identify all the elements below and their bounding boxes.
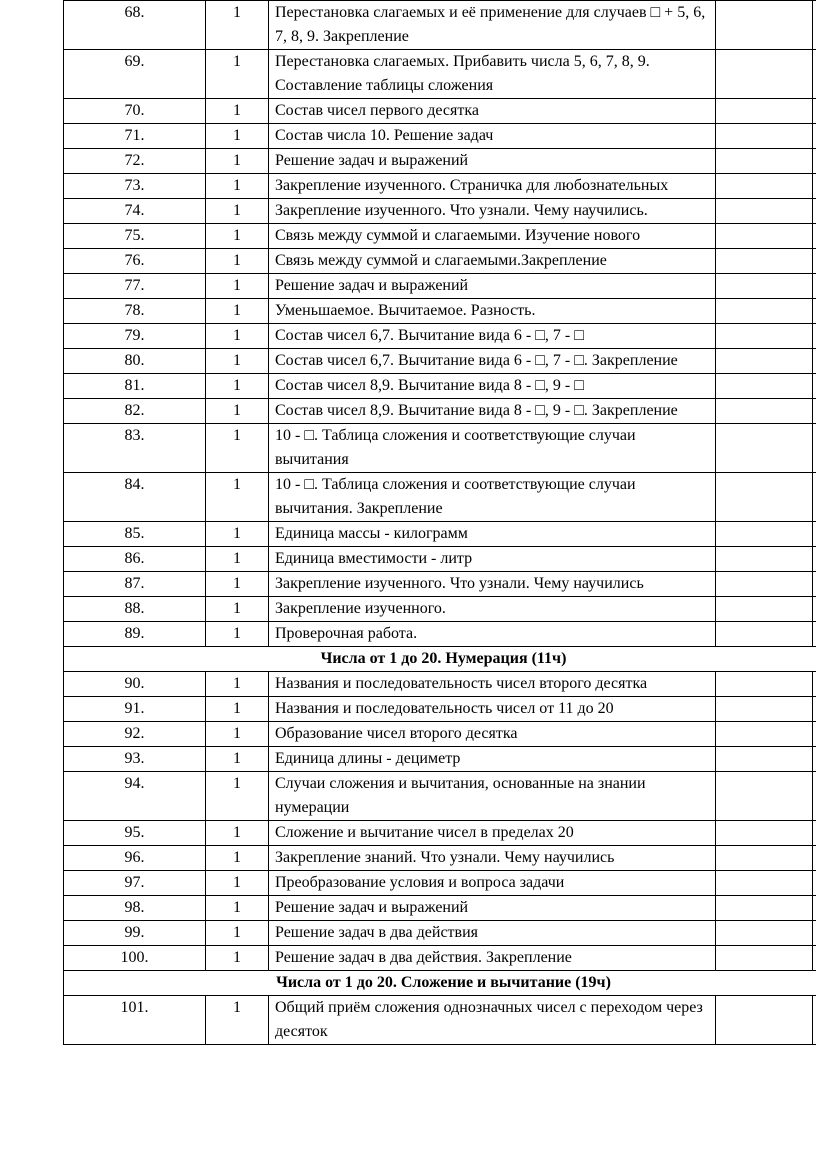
lesson-number: 74. <box>64 199 206 224</box>
lesson-hours: 1 <box>206 946 269 971</box>
lesson-extra-cell <box>813 996 816 1045</box>
lesson-date-cell <box>716 324 813 349</box>
lesson-hours: 1 <box>206 274 269 299</box>
lesson-date-cell <box>716 399 813 424</box>
lesson-topic: Связь между суммой и слагаемыми. Изучение нового <box>269 224 716 249</box>
lesson-number: 82. <box>64 399 206 424</box>
lesson-extra-cell <box>813 547 816 572</box>
lesson-date-cell <box>716 946 813 971</box>
lesson-hours: 1 <box>206 399 269 424</box>
lesson-hours: 1 <box>206 747 269 772</box>
lesson-row <box>64 522 816 547</box>
lesson-topic: Закрепление знаний. Что узнали. Чему научились <box>269 846 716 871</box>
lesson-hours: 1 <box>206 174 269 199</box>
lesson-date-cell <box>716 522 813 547</box>
lesson-extra-cell <box>813 324 816 349</box>
lesson-extra-cell <box>813 921 816 946</box>
lesson-topic: Названия и последовательность чисел второго десятка <box>269 672 716 697</box>
lesson-row <box>64 672 816 697</box>
lesson-extra-cell <box>813 1 816 50</box>
lesson-hours: 1 <box>206 99 269 124</box>
lesson-row <box>64 821 816 846</box>
lesson-date-cell <box>716 772 813 821</box>
lesson-number: 70. <box>64 99 206 124</box>
lesson-row <box>64 349 816 374</box>
lesson-topic: Состав чисел 6,7. Вычитание вида 6 - □, 7 - □ <box>269 324 716 349</box>
lesson-hours: 1 <box>206 299 269 324</box>
lesson-topic: Закрепление изученного. Что узнали. Чему научились <box>269 572 716 597</box>
lesson-row <box>64 921 816 946</box>
lesson-hours: 1 <box>206 622 269 647</box>
lesson-row <box>64 547 816 572</box>
lesson-topic: Состав числа 10. Решение задач <box>269 124 716 149</box>
lesson-number: 91. <box>64 697 206 722</box>
lesson-number: 99. <box>64 921 206 946</box>
lesson-date-cell <box>716 50 813 99</box>
lesson-row <box>64 149 816 174</box>
lesson-row <box>64 324 816 349</box>
lesson-date-cell <box>716 249 813 274</box>
lesson-row <box>64 846 816 871</box>
lesson-row <box>64 772 816 821</box>
lesson-topic: Связь между суммой и слагаемыми.Закрепление <box>269 249 716 274</box>
lesson-plan-body <box>64 1 816 1045</box>
lesson-row <box>64 946 816 971</box>
lesson-extra-cell <box>813 871 816 896</box>
lesson-number: 101. <box>64 996 206 1045</box>
section-title: Числа от 1 до 20. Сложение и вычитание (19ч) <box>64 971 816 996</box>
lesson-number: 86. <box>64 547 206 572</box>
lesson-row <box>64 1 816 50</box>
lesson-row <box>64 274 816 299</box>
lesson-number: 79. <box>64 324 206 349</box>
lesson-topic: Закрепление изученного. Что узнали. Чему научились. <box>269 199 716 224</box>
lesson-topic: 10 - □. Таблица сложения и соответствующие случаи вычитания <box>269 424 716 473</box>
lesson-date-cell <box>716 224 813 249</box>
lesson-extra-cell <box>813 697 816 722</box>
lesson-topic: Преобразование условия и вопроса задачи <box>269 871 716 896</box>
lesson-topic: Случаи сложения и вычитания, основанные на знании нумерации <box>269 772 716 821</box>
lesson-date-cell <box>716 174 813 199</box>
lesson-hours: 1 <box>206 1 269 50</box>
lesson-date-cell <box>716 199 813 224</box>
lesson-date-cell <box>716 572 813 597</box>
lesson-row <box>64 374 816 399</box>
lesson-hours: 1 <box>206 473 269 522</box>
lesson-hours: 1 <box>206 547 269 572</box>
lesson-extra-cell <box>813 249 816 274</box>
lesson-date-cell <box>716 349 813 374</box>
lesson-extra-cell <box>813 399 816 424</box>
lesson-date-cell <box>716 99 813 124</box>
lesson-date-cell <box>716 299 813 324</box>
lesson-extra-cell <box>813 174 816 199</box>
lesson-topic: Закрепление изученного. Страничка для любознательных <box>269 174 716 199</box>
lesson-number: 83. <box>64 424 206 473</box>
lesson-hours: 1 <box>206 50 269 99</box>
lesson-row <box>64 299 816 324</box>
lesson-extra-cell <box>813 50 816 99</box>
lesson-extra-cell <box>813 473 816 522</box>
lesson-row <box>64 473 816 522</box>
lesson-row <box>64 50 816 99</box>
lesson-hours: 1 <box>206 149 269 174</box>
lesson-topic: Решение задач и выражений <box>269 274 716 299</box>
lesson-hours: 1 <box>206 199 269 224</box>
lesson-extra-cell <box>813 424 816 473</box>
lesson-topic: Решение задач в два действия. Закрепление <box>269 946 716 971</box>
lesson-hours: 1 <box>206 722 269 747</box>
lesson-hours: 1 <box>206 821 269 846</box>
lesson-date-cell <box>716 821 813 846</box>
lesson-date-cell <box>716 722 813 747</box>
lesson-row <box>64 747 816 772</box>
lesson-row <box>64 572 816 597</box>
lesson-hours: 1 <box>206 374 269 399</box>
lesson-topic: Перестановка слагаемых и её применение для случаев □ + 5, 6, 7, 8, 9. Закрепление <box>269 1 716 50</box>
lesson-hours: 1 <box>206 672 269 697</box>
lesson-date-cell <box>716 672 813 697</box>
lesson-row <box>64 99 816 124</box>
lesson-number: 89. <box>64 622 206 647</box>
lesson-hours: 1 <box>206 921 269 946</box>
lesson-date-cell <box>716 921 813 946</box>
lesson-extra-cell <box>813 672 816 697</box>
lesson-row <box>64 424 816 473</box>
lesson-number: 96. <box>64 846 206 871</box>
lesson-topic: Единица длины - дециметр <box>269 747 716 772</box>
lesson-hours: 1 <box>206 424 269 473</box>
lesson-date-cell <box>716 697 813 722</box>
lesson-number: 92. <box>64 722 206 747</box>
lesson-plan-table <box>63 0 816 1045</box>
lesson-extra-cell <box>813 896 816 921</box>
lesson-hours: 1 <box>206 896 269 921</box>
lesson-topic: Состав чисел первого десятка <box>269 99 716 124</box>
lesson-number: 95. <box>64 821 206 846</box>
lesson-date-cell <box>716 871 813 896</box>
lesson-topic: Общий приём сложения однозначных чисел с переходом через десяток <box>269 996 716 1045</box>
lesson-hours: 1 <box>206 249 269 274</box>
lesson-extra-cell <box>813 622 816 647</box>
lesson-topic: Решение задач и выражений <box>269 896 716 921</box>
lesson-topic: Закрепление изученного. <box>269 597 716 622</box>
lesson-number: 85. <box>64 522 206 547</box>
lesson-hours: 1 <box>206 597 269 622</box>
lesson-extra-cell <box>813 747 816 772</box>
lesson-number: 75. <box>64 224 206 249</box>
lesson-date-cell <box>716 374 813 399</box>
lesson-topic: Решение задач в два действия <box>269 921 716 946</box>
section-header-row <box>64 647 816 672</box>
lesson-row <box>64 697 816 722</box>
lesson-date-cell <box>716 622 813 647</box>
lesson-row <box>64 249 816 274</box>
lesson-hours: 1 <box>206 324 269 349</box>
lesson-extra-cell <box>813 374 816 399</box>
lesson-hours: 1 <box>206 124 269 149</box>
lesson-topic: Сложение и вычитание чисел в пределах 20 <box>269 821 716 846</box>
lesson-topic: Решение задач и выражений <box>269 149 716 174</box>
lesson-extra-cell <box>813 224 816 249</box>
lesson-hours: 1 <box>206 871 269 896</box>
lesson-row <box>64 399 816 424</box>
lesson-row <box>64 124 816 149</box>
lesson-date-cell <box>716 274 813 299</box>
lesson-date-cell <box>716 473 813 522</box>
lesson-hours: 1 <box>206 522 269 547</box>
lesson-extra-cell <box>813 846 816 871</box>
lesson-date-cell <box>716 547 813 572</box>
lesson-topic: Образование чисел второго десятка <box>269 722 716 747</box>
lesson-number: 100. <box>64 946 206 971</box>
lesson-number: 87. <box>64 572 206 597</box>
lesson-row <box>64 722 816 747</box>
lesson-number: 68. <box>64 1 206 50</box>
lesson-row <box>64 996 816 1045</box>
lesson-topic: Проверочная работа. <box>269 622 716 647</box>
lesson-number: 80. <box>64 349 206 374</box>
lesson-date-cell <box>716 424 813 473</box>
lesson-topic: Состав чисел 8,9. Вычитание вида 8 - □, 9 - □ <box>269 374 716 399</box>
lesson-hours: 1 <box>206 772 269 821</box>
lesson-topic: Единица вместимости - литр <box>269 547 716 572</box>
lesson-extra-cell <box>813 522 816 547</box>
lesson-row <box>64 622 816 647</box>
lesson-hours: 1 <box>206 846 269 871</box>
lesson-topic: Уменьшаемое. Вычитаемое. Разность. <box>269 299 716 324</box>
lesson-date-cell <box>716 597 813 622</box>
lesson-row <box>64 871 816 896</box>
lesson-hours: 1 <box>206 572 269 597</box>
lesson-number: 90. <box>64 672 206 697</box>
section-title: Числа от 1 до 20. Нумерация (11ч) <box>64 647 816 672</box>
lesson-topic: 10 - □. Таблица сложения и соответствующие случаи вычитания. Закрепление <box>269 473 716 522</box>
lesson-topic: Перестановка слагаемых. Прибавить числа 5, 6, 7, 8, 9. Составление таблицы сложения <box>269 50 716 99</box>
section-header-row <box>64 971 816 996</box>
lesson-row <box>64 174 816 199</box>
lesson-date-cell <box>716 996 813 1045</box>
lesson-extra-cell <box>813 722 816 747</box>
lesson-number: 78. <box>64 299 206 324</box>
lesson-number: 88. <box>64 597 206 622</box>
lesson-extra-cell <box>813 299 816 324</box>
lesson-number: 76. <box>64 249 206 274</box>
lesson-topic: Состав чисел 8,9. Вычитание вида 8 - □, 9 - □. Закрепление <box>269 399 716 424</box>
lesson-date-cell <box>716 846 813 871</box>
lesson-number: 93. <box>64 747 206 772</box>
lesson-number: 84. <box>64 473 206 522</box>
lesson-number: 98. <box>64 896 206 921</box>
lesson-extra-cell <box>813 149 816 174</box>
lesson-row <box>64 597 816 622</box>
lesson-number: 72. <box>64 149 206 174</box>
lesson-extra-cell <box>813 946 816 971</box>
lesson-hours: 1 <box>206 697 269 722</box>
lesson-date-cell <box>716 149 813 174</box>
lesson-topic: Единица массы - килограмм <box>269 522 716 547</box>
lesson-hours: 1 <box>206 224 269 249</box>
lesson-number: 69. <box>64 50 206 99</box>
lesson-topic: Названия и последовательность чисел от 11 до 20 <box>269 697 716 722</box>
lesson-row <box>64 224 816 249</box>
lesson-number: 71. <box>64 124 206 149</box>
lesson-hours: 1 <box>206 349 269 374</box>
lesson-number: 97. <box>64 871 206 896</box>
lesson-date-cell <box>716 124 813 149</box>
lesson-date-cell <box>716 1 813 50</box>
lesson-number: 73. <box>64 174 206 199</box>
lesson-extra-cell <box>813 821 816 846</box>
lesson-extra-cell <box>813 349 816 374</box>
lesson-extra-cell <box>813 199 816 224</box>
lesson-extra-cell <box>813 274 816 299</box>
lesson-number: 81. <box>64 374 206 399</box>
lesson-extra-cell <box>813 772 816 821</box>
lesson-extra-cell <box>813 124 816 149</box>
lesson-extra-cell <box>813 99 816 124</box>
lesson-number: 94. <box>64 772 206 821</box>
lesson-row <box>64 896 816 921</box>
lesson-extra-cell <box>813 572 816 597</box>
lesson-number: 77. <box>64 274 206 299</box>
lesson-topic: Состав чисел 6,7. Вычитание вида 6 - □, 7 - □. Закрепление <box>269 349 716 374</box>
lesson-hours: 1 <box>206 996 269 1045</box>
lesson-row <box>64 199 816 224</box>
lesson-extra-cell <box>813 597 816 622</box>
lesson-date-cell <box>716 896 813 921</box>
lesson-date-cell <box>716 747 813 772</box>
